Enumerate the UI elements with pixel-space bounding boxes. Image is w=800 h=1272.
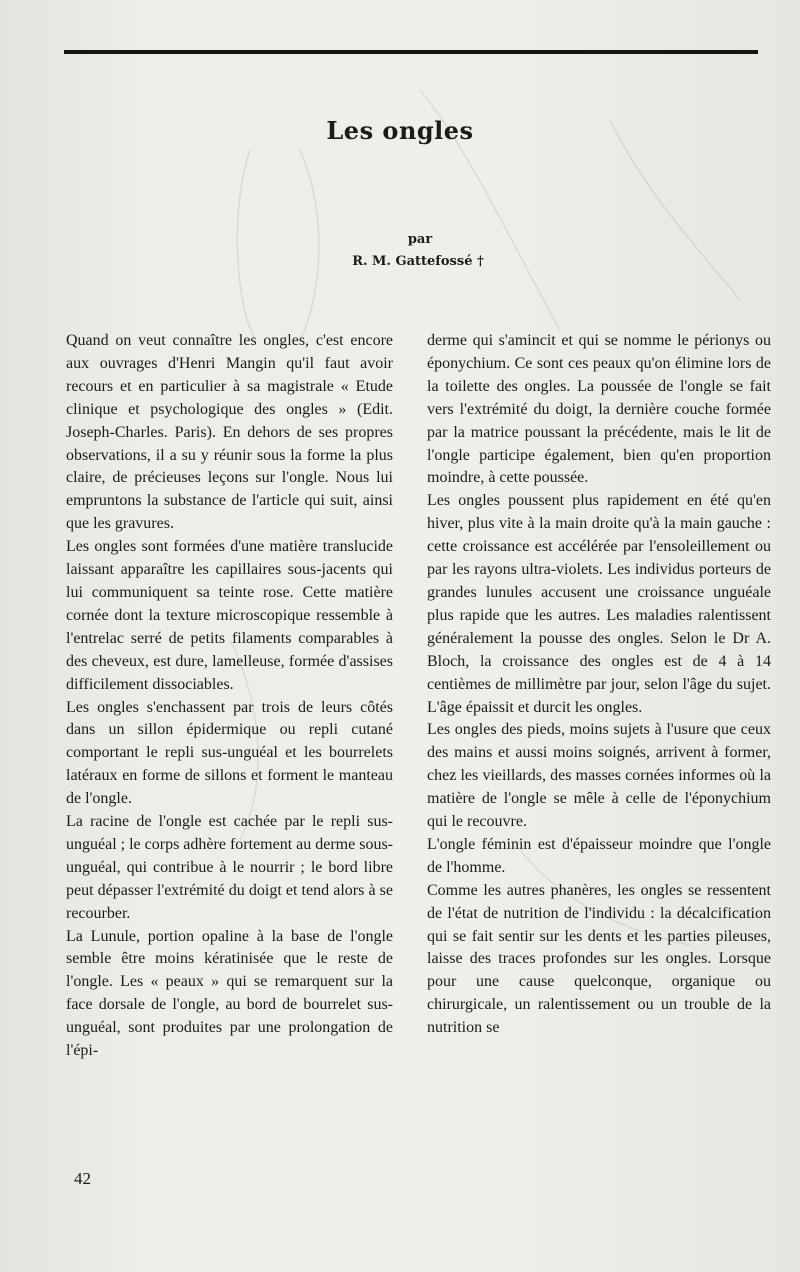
- paragraph: derme qui s'amincit et qui se nomme le périonys ou éponychium. Ce sont ces peaux qu'on élimine lors de la toilette des ongles. La poussée de l'ongle se fait vers l'extrémité du doigt, la dernière couche formée par la matrice poussant la précédente, mais le lit de l'ongle participe également, bien qu'en proportion moindre, à cette poussée.: [427, 332, 771, 487]
- byline-par: par: [407, 232, 433, 247]
- paragraph: Les ongles poussent plus rapidement en été qu'en hiver, plus vite à la main droite qu'à la main gauche : cette croissance est accélérée par l'ensoleillement ou par les rayons ultra-violets. Les individus porteurs de grandes lunules accusent une croissance unguéale plus rapide que les autres. Les maladies ralentissent généralement la pousse des ongles. Selon le Dr A. Bloch, la croissance des ongles est de 4 à 14 centièmes de millimètre par jour, selon l'âge du sujet. L'âge épaissit et durcit les ongles.: [427, 492, 771, 716]
- paragraph: Les ongles sont formées d'une matière translucide laissant apparaître les capillaires sous-jacents qui lui communiquent sa teinte rose. Cette matière cornée dont la texture microscopique ressemble à l'entrelac serré de petits filaments comparables à des cheveux, est dure, lamelleuse, formée d'assises difficilement dissociables.: [66, 538, 393, 693]
- paragraph: Les ongles des pieds, moins sujets à l'usure que ceux des mains et aussi moins soignés, arrivent à former, chez les vieillards, des masses cornées informes où la matière de l'ongle se mêle à celle de l'éponychium qui le recouvre.: [427, 721, 771, 831]
- paragraph: Comme les autres phanères, les ongles se ressentent de l'état de nutrition de l'individu : la décalcification qui se fait sentir sur les dents et les parties pileuses, laisse des traces profondes sur les ongles. Lorsque pour une cause quelconque, organique ou chirurgicale, un ralentissement ou un trouble de la nutrition se: [427, 881, 771, 1037]
- paragraph: L'ongle féminin est d'épaisseur moindre que l'ongle de l'homme.: [427, 835, 771, 876]
- paragraph: La Lunule, portion opaline à la base de l'ongle semble être moins kératinisée que le reste de l'ongle. Les « peaux » qui se remarquent sur la face dorsale de l'ongle, au bord de bourrelet sus-unguéal, sont produites par une prolongation de l'épi-: [66, 927, 393, 1060]
- paragraph: Quand on veut connaître les ongles, c'est encore aux ouvrages d'Henri Mangin qu'il faut avoir recours et en particulier à sa magistrale « Etude clinique et psychologique des ongles » (Edit. Joseph-Charles. Paris). En dehors de ses propres observations, il a su y réunir sous la forme la plus claire, de précieuses leçons sur l'ongle. Nous lui empruntons la substance de l'article qui suit, ainsi que les gravures.: [66, 332, 393, 533]
- paragraph: La racine de l'ongle est cachée par le repli sus-unguéal ; le corps adhère fortement au derme sous-unguéal, qui contribue à le nourrir ; le bord libre peut dépasser l'extrémité du doigt et tend alors à se recourber.: [66, 813, 393, 922]
- left-text-column: [66, 330, 393, 1063]
- article-title: Les ongles: [326, 116, 474, 145]
- page-number: 42: [74, 1169, 91, 1188]
- top-rule: [64, 50, 758, 54]
- paragraph: Les ongles s'enchassent par trois de leurs côtés dans un sillon épidermique ou repli cutané comportant le repli sus-unguéal et les bourrelets latéraux en forme de sillons et forment le manteau de l'ongle.: [66, 698, 393, 808]
- right-text-column: [427, 330, 771, 1040]
- byline-author: R. M. Gattefossé †: [352, 254, 484, 269]
